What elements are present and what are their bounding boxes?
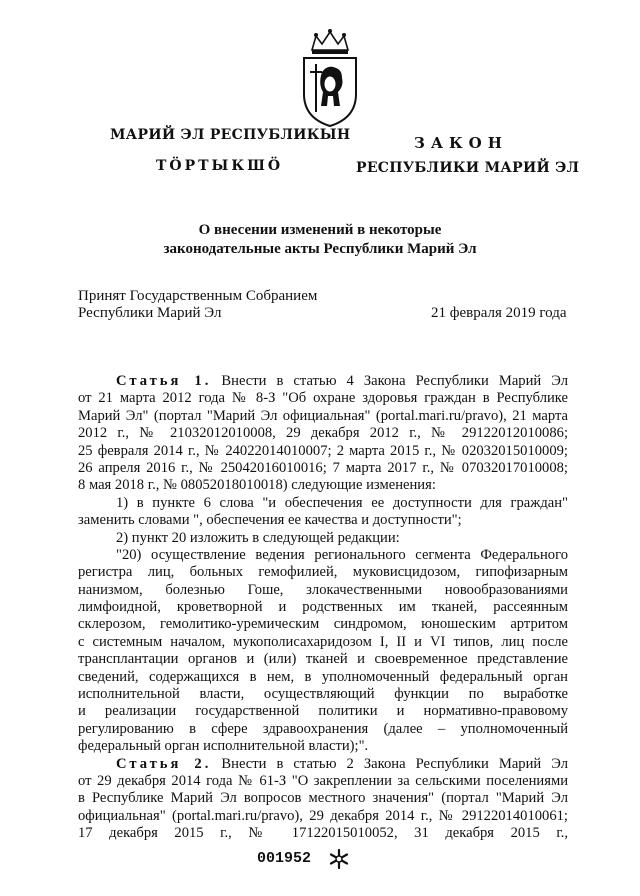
body-line <box>78 443 568 460</box>
body-line <box>78 721 568 738</box>
body-line-text: 8 мая 2018 г., № 08052018010018) следующие изменения: <box>78 477 436 494</box>
body-line-text: склерозом, гемолитико-уремическим синдромом, юношеским артритом <box>78 616 568 633</box>
body-line-text: исполнительной власти, осуществляющий функции по выработке <box>78 686 568 703</box>
body-line <box>78 738 568 755</box>
body-line <box>78 408 568 425</box>
article-heading: Статья 1. <box>116 373 212 389</box>
body-line-text: в Республике Марий Эл вопросов местного значения" (портал "Марий Эл <box>78 790 568 807</box>
adoption-date: 21 февраля 2019 года <box>431 305 567 321</box>
body-line <box>78 669 568 686</box>
body-line <box>78 373 568 390</box>
body-line <box>78 460 568 477</box>
header-right-line2: РЕСПУБЛИКИ МАРИЙ ЭЛ <box>356 160 580 176</box>
body-line <box>78 686 568 703</box>
body-line-text: от 29 декабря 2014 года № 61-З "О закреплении за сельскими поселениями <box>78 772 568 789</box>
body-line-text: 1) в пункте 6 слова "и обеспечения ее доступности для граждан" <box>116 494 568 511</box>
article-heading: Статья 2. <box>116 755 212 772</box>
body-line <box>78 582 568 599</box>
adoption-line1: Принят Государственным Собранием <box>78 288 318 304</box>
body-line-text: нанизмом, болезнью Гоше, злокачественными новообразованиями <box>78 581 568 598</box>
body-line <box>78 756 568 773</box>
body-line <box>78 616 568 633</box>
law-body <box>78 373 568 843</box>
coat-of-arms-emblem <box>298 28 362 128</box>
body-line <box>78 390 568 407</box>
body-line-text: с системным началом, мукополисахаридозом I, II и VI типов, лиц после <box>78 633 568 650</box>
body-line-text: "20) осуществление ведения регионального сегмента Федерального <box>116 546 568 563</box>
body-line <box>78 530 568 547</box>
header-left-line2: ТӦРТЫКШӦ <box>156 158 284 174</box>
body-line-text: Внести в статью 2 Закона Республики Марий Эл <box>211 755 568 772</box>
body-line-text: регистра лиц, больных гемофилией, муковисцидозом, гипофизарным <box>78 564 568 581</box>
body-line <box>78 773 568 790</box>
body-line <box>78 703 568 720</box>
body-line-text: регулированию в сфере здравоохранения (далее – уполномоченный <box>78 720 568 737</box>
body-line <box>78 477 568 494</box>
body-line-text: 26 апреля 2016 г., № 25042016010016; 7 марта 2017 г., № 07032017010008; <box>78 459 568 476</box>
body-line-text: от 21 марта 2012 года № 8-З "Об охране здоровья граждан в Республике <box>78 390 568 407</box>
body-line <box>78 495 568 512</box>
body-line <box>78 564 568 581</box>
body-line-text: федеральный орган исполнительной власти);". <box>78 738 369 755</box>
law-title-line2: законодательные акты Республики Марий Эл <box>163 241 477 257</box>
body-line-text: и реализации государственной политики и нормативно-правовому <box>78 703 568 720</box>
body-line <box>78 547 568 564</box>
body-line <box>78 808 568 825</box>
body-line <box>78 599 568 616</box>
body-line-text: заменить словами ", обеспечения ее качества и доступности"; <box>78 512 462 529</box>
body-line-text: Марий Эл" (портал "Марий Эл официальная" (portal.mari.ru/pravo), 21 марта <box>78 407 568 424</box>
header-right-line1: ЗАКОН <box>414 134 508 152</box>
body-line <box>78 512 568 529</box>
body-line-text: Внести в статью 4 Закона Республики Марий Эл <box>211 373 568 389</box>
body-line-text: 2012 г., № 21032012010008, 29 декабря 2012 г., № 29122012010086; <box>78 425 568 442</box>
adoption-line2: Республики Марий Эл <box>78 305 222 321</box>
document-number: 001952 <box>257 850 312 867</box>
body-line <box>78 790 568 807</box>
body-line <box>78 425 568 442</box>
body-line <box>78 825 568 842</box>
body-line <box>78 634 568 651</box>
body-line-text: трансплантации органов и (или) тканей и своевременное представление <box>78 651 568 668</box>
body-line <box>78 651 568 668</box>
snowflake-mark-icon <box>328 848 350 870</box>
body-line-text: 17 декабря 2015 г., № 17122015010052, 31 декабря 2015 г., <box>78 825 568 842</box>
body-line-text: сведений, содержащихся в нем, в уполномоченный федеральный орган <box>78 668 568 685</box>
body-line-text: официальная" (portal.mari.ru/pravo), 29 декабря 2014 г., № 29122014010061; <box>78 807 568 824</box>
header-left-line1: МАРИЙ ЭЛ РЕСПУБЛИКЫН <box>110 127 351 143</box>
body-line-text: 25 февраля 2014 г., № 24022014010007; 2 марта 2015 г., № 02032015010009; <box>78 442 568 459</box>
body-line-text: лимфоидной, кроветворной и родственных им тканей, рассеянным <box>78 599 568 616</box>
body-line-text: 2) пункт 20 изложить в следующей редакции: <box>116 529 400 546</box>
law-title-line1: О внесении изменений в некоторые <box>198 222 442 238</box>
